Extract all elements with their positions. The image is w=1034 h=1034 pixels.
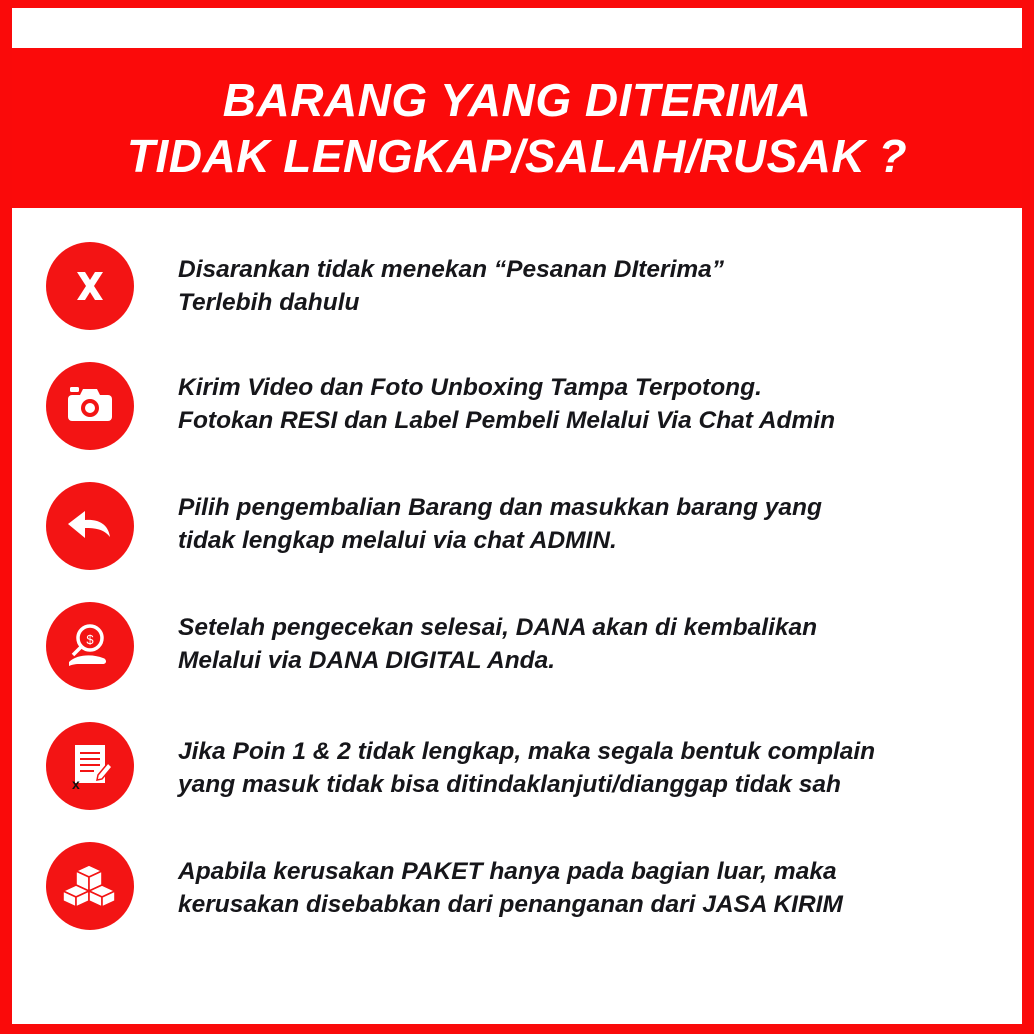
item-line: Fotokan RESI dan Label Pembeli Melalui Via Chat Admin [178,406,836,434]
x-mark-icon [65,261,115,311]
list-item [46,840,1022,934]
list-item [46,240,1022,334]
badge-circle [46,842,134,930]
header-banner [12,48,1022,208]
boxes-icon [62,861,118,911]
document-rejected-icon [62,739,118,793]
svg-text:x: x [72,776,80,792]
badge-circle [46,362,134,450]
item-line: Melalui via DANA DIGITAL Anda. [178,646,556,674]
item-text [178,840,843,921]
list-item [46,480,1022,574]
badge-circle [46,482,134,570]
item-line: Terlebih dahulu [178,288,360,316]
item-text [178,360,835,437]
item-line: yang masuk tidak bisa ditindaklanjuti/dianggap tidak sah [178,770,842,798]
item-line: Jika Poin 1 & 2 tidak lengkap, maka segala bentuk complain [178,738,876,765]
item-line: Apabila kerusakan PAKET hanya pada bagian luar, maka [178,858,837,885]
item-line: Kirim Video dan Foto Unboxing Tampa Terpotong. [178,374,762,401]
item-line: Pilih pengembalian Barang dan masukkan barang yang [178,494,822,521]
item-text [178,600,817,677]
badge-circle [46,602,134,690]
list-item [46,720,1022,814]
return-arrow-icon [63,503,117,549]
item-line: tidak lengkap melalui via chat ADMIN. [178,526,617,554]
badge-circle [46,242,134,330]
item-text [178,720,875,801]
header-title-line-1: BARANG YANG DITERIMA [222,73,812,126]
item-text [178,480,822,557]
header-title-line-2: TIDAK LENGKAP/SALAH/RUSAK ? [126,130,908,182]
list-item [46,360,1022,454]
item-line: kerusakan disebabkan dari penanganan dari JASA KIRIM [178,890,843,918]
instruction-list [12,240,1022,960]
item-text [178,240,724,319]
svg-text:$: $ [86,632,94,647]
list-item [46,600,1022,694]
item-line: Setelah pengecekan selesai, DANA akan di kembalikan [178,614,818,641]
item-line: Disarankan tidak menekan “Pesanan DIterima” [178,256,725,283]
money-back-magnifier-icon [63,620,117,672]
badge-circle [46,722,134,810]
camera-icon [62,381,118,431]
